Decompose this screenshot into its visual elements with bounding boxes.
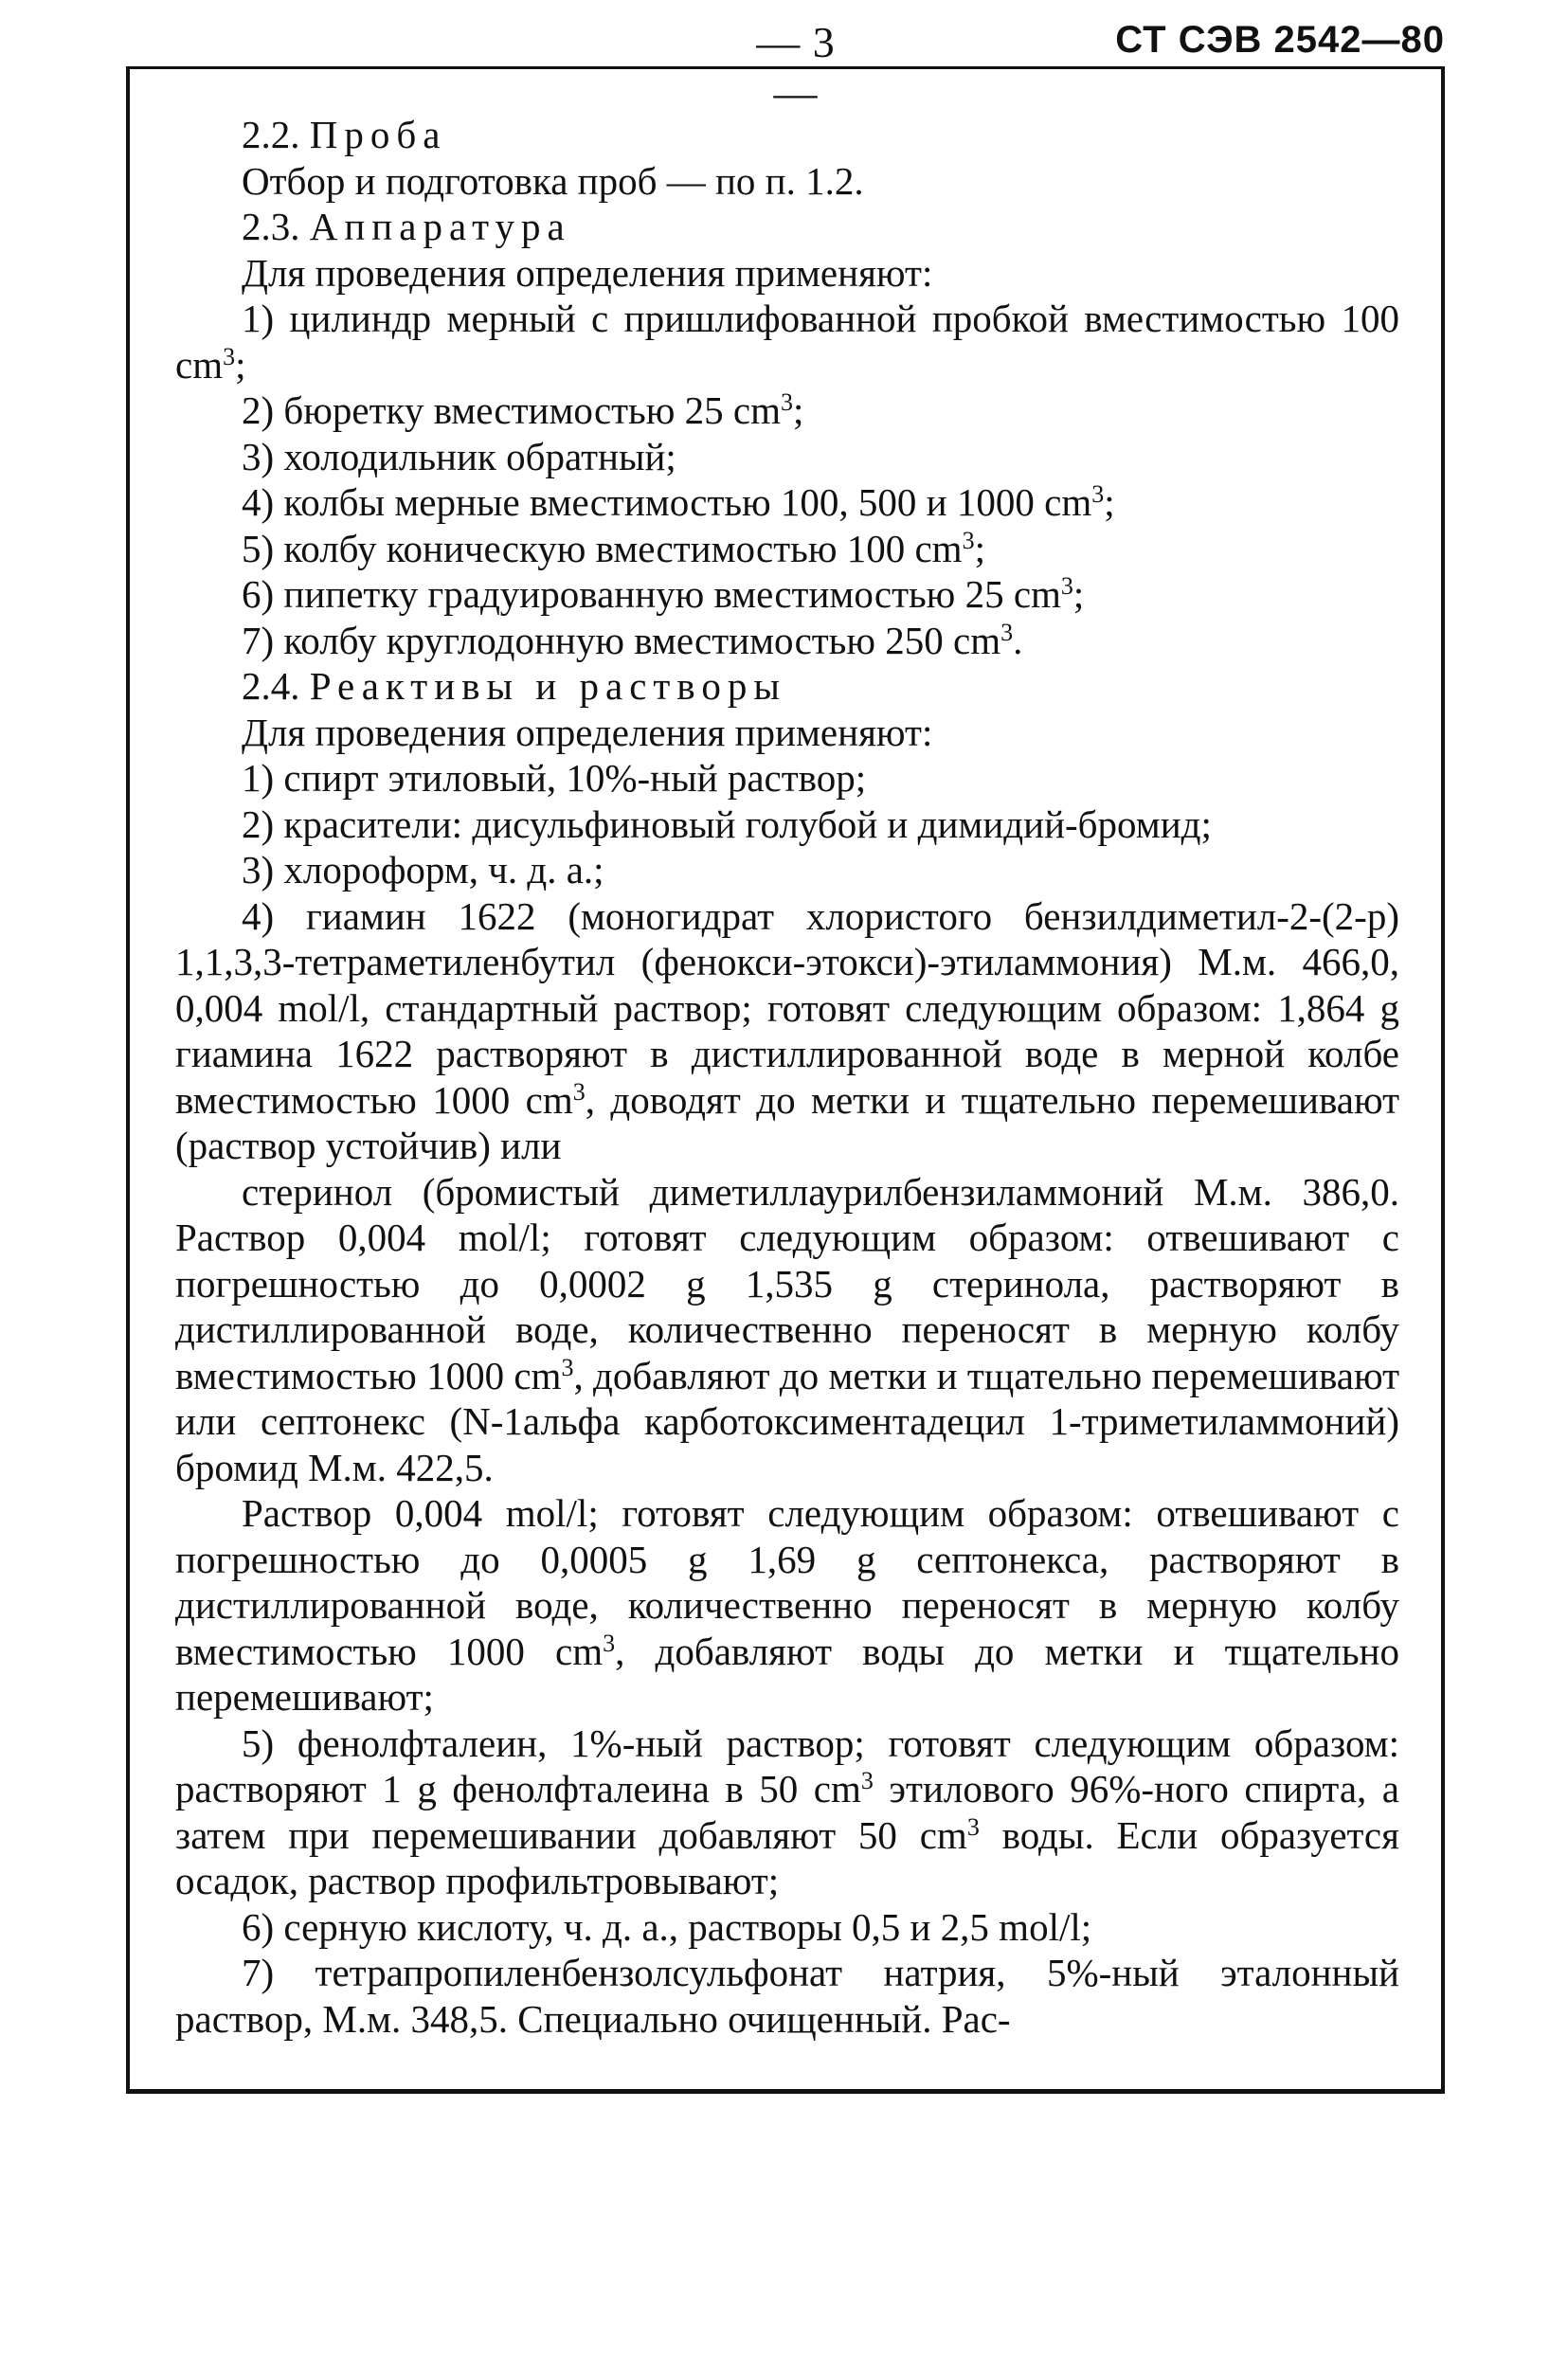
list-item-text: 5) фенолфталеин, 1%-ный раствор; готовят следующим образом: растворяют 1 g фенолфталеина в 50 cm bbox=[175, 1720, 1399, 1811]
section-number: 2.2. bbox=[242, 113, 300, 156]
list-item-end: ; bbox=[1104, 480, 1115, 524]
list-item-text: 7) колбу круглодонную вместимостью 250 cm bbox=[242, 618, 1001, 662]
superscript: 3 bbox=[966, 1812, 980, 1841]
list-item: 3) хлороформ, ч. д. а.; bbox=[242, 848, 604, 892]
superscript: 3 bbox=[860, 1767, 874, 1794]
paragraph-text: стеринол (бромистый диметиллаурилбензиламмоний М.м. 386,0. Раствор 0,004 mol/l; готовят следующим образом: отвешивают с погрешностью до 0,0002 g 1,535 g стеринола, растворяют в дистиллированной воде, количественно переносят в мерную колбу вместимостью 1000 cm bbox=[175, 1169, 1399, 1397]
list-item bbox=[175, 618, 1399, 664]
list-item bbox=[175, 296, 1399, 387]
superscript: 3 bbox=[1091, 480, 1105, 508]
list-item-end: ; bbox=[1072, 572, 1085, 616]
section-2-2-heading bbox=[175, 112, 1399, 158]
document-body bbox=[175, 112, 1399, 2042]
paragraph: Отбор и подготовка проб — по п. 1.2. bbox=[242, 158, 864, 203]
paragraph: Для проведения определения применяют: bbox=[242, 250, 933, 295]
section-2-3-heading bbox=[175, 204, 1399, 250]
list-item: 6) серную кислоту, ч. д. а., растворы 0,5 и 2,5 mol/l; bbox=[242, 1904, 1092, 1949]
paragraph-text: Раствор 0,004 mol/l; готовят следующим образом: отвешивают с погрешностью до 0,0005 g 1,69 g септонекса, растворяют в дистиллированной воде, количественно переносят в мерную колбу вместимостью 1000 cm bbox=[175, 1491, 1399, 1673]
list-item-text: воды. Если образуется осадок, раствор профильтровывают; bbox=[175, 1812, 1399, 1902]
list-item-text: этилового 96%-ного спирта, а затем при перемешивании добавляют 50 cm bbox=[175, 1767, 1400, 1857]
list-item-text: 6) пипетку градуированную вместимостью 25 cm bbox=[242, 572, 1061, 616]
list-item bbox=[175, 387, 1399, 434]
list-item-end: . bbox=[1013, 618, 1023, 662]
superscript: 3 bbox=[572, 1077, 586, 1106]
section-title: Реактивы и растворы bbox=[309, 664, 786, 708]
list-item-text: 4) колбы мерные вместимостью 100, 500 и 1000 cm bbox=[242, 480, 1092, 524]
superscript: 3 bbox=[780, 388, 793, 416]
superscript: 3 bbox=[962, 526, 975, 554]
superscript: 3 bbox=[603, 1629, 616, 1657]
list-item: 1) спирт этиловый, 10%-ный раствор; bbox=[242, 756, 867, 800]
section-title: Аппаратура bbox=[309, 205, 571, 248]
list-item bbox=[175, 479, 1399, 526]
standard-code: СТ СЭВ 2542—80 bbox=[1115, 19, 1445, 61]
section-title: Проба bbox=[309, 113, 447, 156]
superscript: 3 bbox=[1060, 572, 1073, 600]
list-item: 7) тетрапропиленбензолсульфонат натрия, 5%-ный эталонный раствор, М.м. 348,5. Специально очищенный. Рас- bbox=[175, 1951, 1399, 2041]
list-item-text: 1) цилиндр мерный с пришлифованной пробкой вместимостью 100 cm bbox=[175, 297, 1399, 387]
list-item-text: , доводят до метки и тщательно перемешивают (раствор устойчив) или bbox=[175, 1077, 1399, 1167]
list-item bbox=[175, 893, 1399, 1169]
list-item: 3) холодильник обратный; bbox=[242, 434, 676, 478]
page-number: — 3 — bbox=[756, 18, 836, 117]
list-item bbox=[175, 1720, 1399, 1904]
section-number: 2.3. bbox=[242, 205, 300, 248]
section-2-4-heading bbox=[175, 663, 1399, 710]
superscript: 3 bbox=[561, 1353, 574, 1381]
paragraph-text: , добавляют до метки и тщательно перемешивают или септонекс (N-1альфа карботоксиментадецил 1-триметиламмоний) бромид М.м. 422,5. bbox=[175, 1353, 1399, 1489]
paragraph-text: , добавляют воды до метки и тщательно перемешивают; bbox=[175, 1629, 1399, 1719]
section-number: 2.4. bbox=[242, 664, 300, 708]
list-item-text: 4) гиамин 1622 (моногидрат хлористого бензилдиметил-2-(2-р) 1,1,3,3-тетраметиленбутил (фенокси-этокси)-этиламмония) М.м. 466,0, 0,004 mol/l, стандартный раствор; готовят следующим образом: 1,864 g гиамина 1622 растворяют в дистиллированной воде в мерной колбе вместимостью 1000 cm bbox=[175, 893, 1399, 1122]
list-item bbox=[175, 571, 1399, 618]
superscript: 3 bbox=[1000, 618, 1014, 646]
paragraph bbox=[175, 1169, 1399, 1491]
list-item: 2) красители: дисульфиновый голубой и димидий-бромид; bbox=[242, 802, 1212, 846]
list-item-end: ; bbox=[235, 342, 246, 387]
paragraph: Для проведения определения применяют: bbox=[242, 710, 933, 754]
list-item-text: 2) бюретку вместимостью 25 cm bbox=[242, 388, 781, 432]
list-item-text: 5) колбу коническую вместимостью 100 cm bbox=[242, 526, 963, 570]
list-item-end: ; bbox=[792, 388, 804, 432]
list-item-end: ; bbox=[974, 526, 985, 570]
paragraph bbox=[175, 1490, 1399, 1720]
list-item bbox=[175, 526, 1399, 572]
superscript: 3 bbox=[223, 342, 236, 370]
